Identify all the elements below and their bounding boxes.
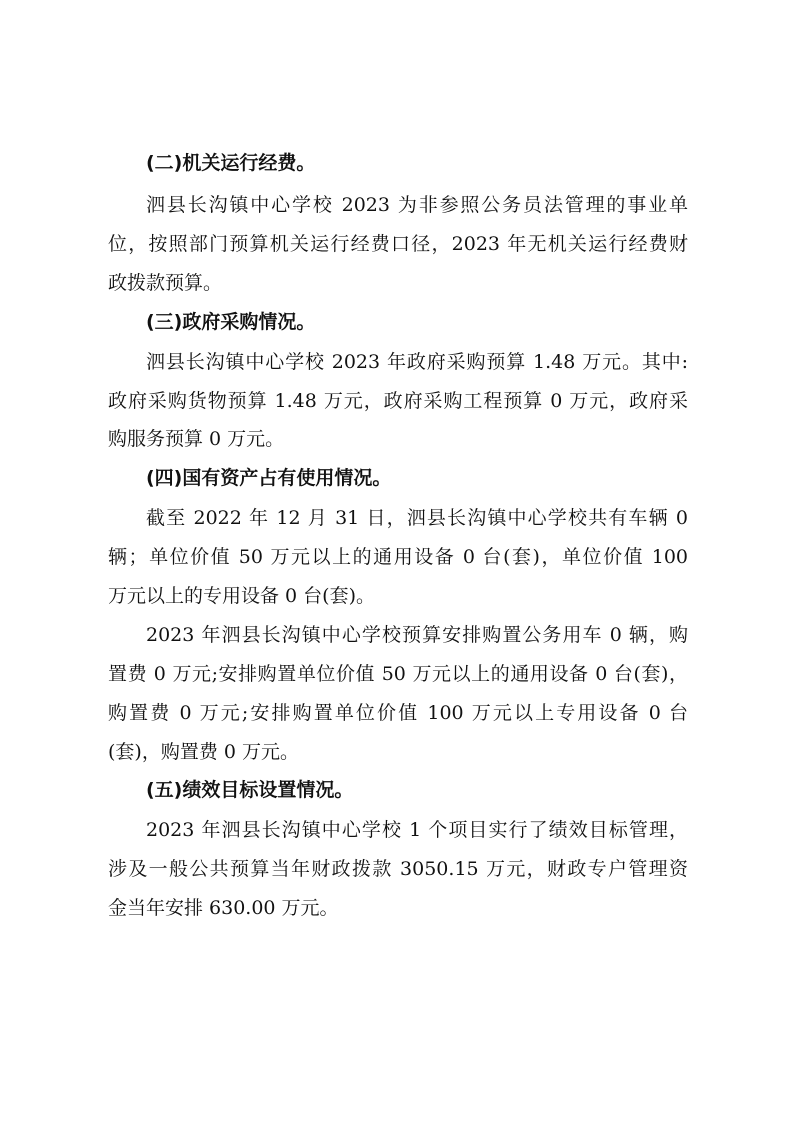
paragraph-line: 政府采购货物预算 1.48 万元，政府采购工程预算 0 万元，政府采	[108, 390, 688, 412]
paragraph-line: 购服务预算 0 万元。	[108, 428, 285, 450]
paragraph-line: 2023 年泗县长沟镇中心学校预算安排购置公务用车 0 辆，购	[146, 624, 688, 646]
paragraph-line: 政拨款预算。	[108, 272, 223, 294]
paragraph-line: 2023 年泗县长沟镇中心学校 1 个项目实行了绩效目标管理，	[146, 819, 688, 841]
paragraph-line: 泗县长沟镇中心学校 2023 年政府采购预算 1.48 万元。其中:	[146, 351, 688, 373]
paragraph-line: 涉及一般公共预算当年财政拨款 3050.15 万元，财政专户管理资	[108, 858, 688, 880]
paragraph-line: 置费 0 万元;安排购置单位价值 50 万元以上的通用设备 0 台(套)，	[108, 663, 688, 685]
paragraph-line: 泗县长沟镇中心学校 2023 为非参照公务员法管理的事业单	[146, 194, 688, 216]
paragraph-line: 截至 2022 年 12 月 31 日，泗县长沟镇中心学校共有车辆 0	[146, 507, 688, 529]
paragraph-line: 万元以上的专用设备 0 台(套)。	[108, 585, 375, 607]
paragraph-line: 金当年安排 630.00 万元。	[108, 897, 339, 919]
paragraph-line: 购置费 0 万元;安排购置单位价值 100 万元以上专用设备 0 台	[108, 702, 688, 724]
section-heading: (三)政府采购情况。	[146, 311, 316, 333]
section-heading: (二)机关运行经费。	[146, 152, 316, 174]
paragraph-line: 位，按照部门预算机关运行经费口径，2023 年无机关运行经费财	[108, 233, 688, 255]
section-heading: (五)绩效目标设置情况。	[146, 779, 354, 801]
paragraph-line: 辆；单位价值 50 万元以上的通用设备 0 台(套)，单位价值 100	[108, 546, 688, 568]
section-heading: (四)国有资产占有使用情况。	[146, 467, 392, 489]
paragraph-line: (套)，购置费 0 万元。	[108, 741, 299, 763]
